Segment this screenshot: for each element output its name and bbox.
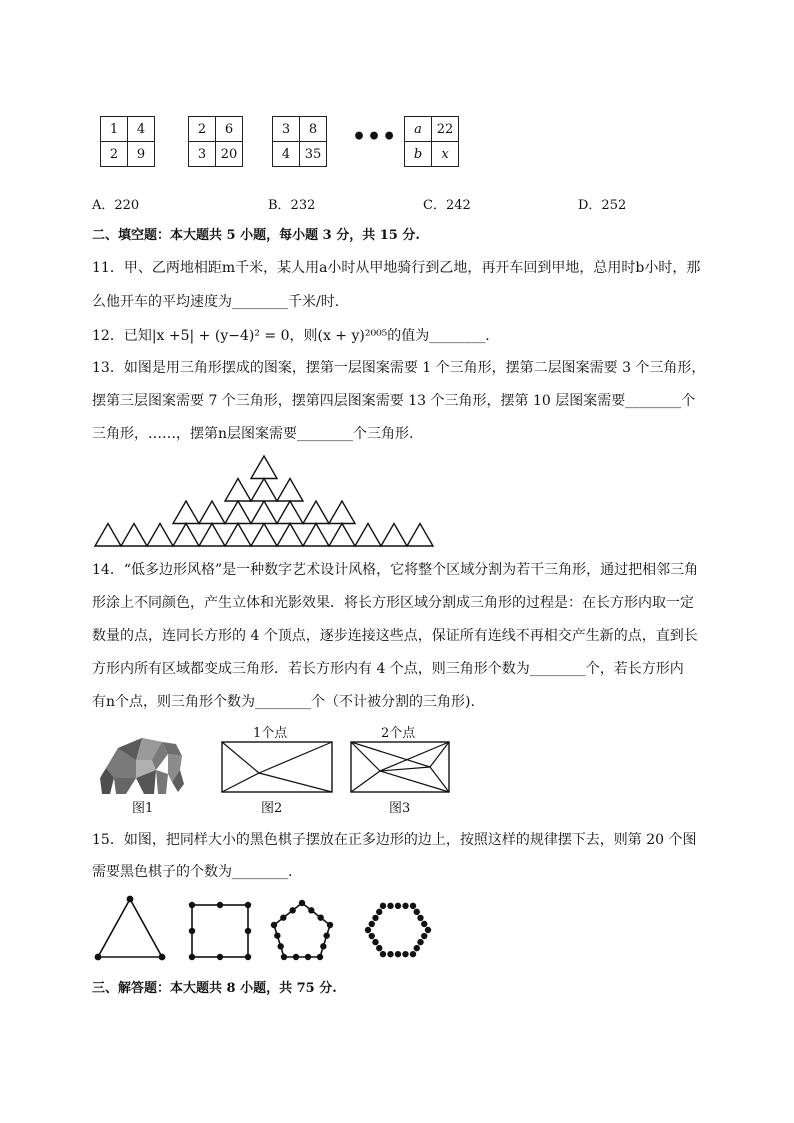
chess-piece [217,954,223,960]
q11-line-2: 么他开车的平均速度为________千米/时. [92,294,340,310]
fig1-caption: 图1 [132,801,154,816]
pattern-triangle [199,501,225,524]
pattern-triangle [251,501,277,524]
chess-piece [274,932,280,938]
chess-piece [293,954,299,960]
grid-cell: 9 [128,142,155,167]
chess-piece [305,954,311,960]
chess-piece [376,909,382,915]
pattern-triangle [147,524,173,547]
q13-line-3: 三角形，……，摆第n层图案需要________个三角形. [92,426,414,442]
chess-piece [317,954,323,960]
chess-piece [189,902,195,908]
chess-piece [421,921,427,927]
chess-piece [425,927,431,933]
pattern-triangle [329,524,355,547]
pattern-triangle [251,479,277,502]
pattern-triangle [199,524,225,547]
chess-piece [245,928,251,934]
chess-piece [410,951,416,957]
chess-piece [271,922,277,928]
chess-polygons-figure [94,893,439,963]
chess-piece [421,933,427,939]
chess-piece [317,914,323,920]
grid-cell: 6 [216,117,243,142]
pattern-triangle [303,524,329,547]
chess-piece [280,914,286,920]
chess-piece [245,954,251,960]
chess-piece [369,921,375,927]
chess-piece [395,951,401,957]
chess-piece [402,903,408,909]
chess-piece [369,933,375,939]
pattern-triangle [277,524,303,547]
grid-cell: 4 [128,117,155,142]
q13-line-2: 摆第三层图案需要 7 个三角形，摆第四层图案需要 13 个三角形，摆第 10 层图案需要________个 [92,393,696,409]
q14-line-1: 14．“低多边形风格”是一种数字艺术设计风格，它将整个区域分割为若干三角形，通过把相邻三角 [92,562,699,578]
chess-piece [417,915,423,921]
grid-cell: 1 [101,117,128,142]
pattern-triangle [407,524,433,547]
pattern-triangle [173,524,199,547]
chess-piece [372,915,378,921]
grid-cell: 20 [216,142,243,167]
pattern-triangle [225,479,251,502]
grid-cell: b [405,142,432,167]
triangle-pattern-figure [94,453,434,548]
grid-cell: 3 [189,142,216,167]
grid-cell: a [405,117,432,142]
pattern-triangle [225,501,251,524]
section-3-title: 三、解答题：本大题共 8 小题，共 75 分. [92,981,337,996]
chess-piece [365,927,371,933]
chess-piece [189,928,195,934]
pattern-triangle [277,479,303,502]
option-b: B．232 [268,198,316,213]
option-c: C．242 [423,198,471,213]
chess-piece [308,907,314,913]
chess-piece [189,954,195,960]
chess-piece [281,954,287,960]
pattern-triangle [303,501,329,524]
q14-line-3: 数量的点，连同长方形的 4 个顶点，逐步连接这些点，保证所有连线不再相交产生新的点，直到长 [92,628,698,644]
q14-line-5: 有n个点，则三角形个数为________个（不计被分割的三角形). [92,694,475,710]
chess-piece [395,903,401,909]
fig3-caption: 图3 [389,801,411,816]
chess-piece [380,903,386,909]
q15-line-1: 15．如图，把同样大小的黑色棋子摆放在正多边形的边上，按照这样的规律摆下去，则第 20 个图 [92,832,697,848]
section-2-title: 二、填空题：本大题共 5 小题，每小题 3 分，共 15 分. [92,228,420,243]
chess-piece [410,903,416,909]
chess-piece [299,900,305,906]
low-poly-elephant-icon [96,730,188,796]
pattern-triangle [95,524,121,547]
chess-piece [327,922,333,928]
chess-piece [414,945,420,951]
grid-cell: 3 [273,117,300,142]
q15-line-2: 需要黑色棋子的个数为________. [92,864,293,880]
option-d: D．252 [578,198,627,213]
chess-piece [323,932,329,938]
ellipsis: ••• [352,124,398,150]
chess-piece [217,902,223,908]
pattern-triangle [329,501,355,524]
chess-piece [320,943,326,949]
q11-line-1: 11．甲、乙两地相距m千米，某人用a小时从甲地骑行到乙地，再开车回到甲地，总用时b小时，那 [92,260,701,276]
q12-line-1: 12．已知|x +5| + (y−4)² = 0，则(x + y)²⁰⁰⁵的值为________. [92,328,490,344]
chess-piece [414,909,420,915]
grid-cell: 22 [432,117,459,142]
grid-cell: 8 [300,117,327,142]
pattern-triangle [225,524,251,547]
pattern-triangle [121,524,147,547]
fig2-caption: 图2 [261,801,283,816]
chess-piece [417,939,423,945]
grid-cell: 4 [273,142,300,167]
chess-piece [277,943,283,949]
q14-line-4: 方形内所有区域都变成三角形．若长方形内有 4 个点，则三角形个数为________个，若长方形内 [92,661,684,677]
chess-piece [245,902,251,908]
fig2-top-label: 1个点 [253,726,288,741]
number-grid-2 [188,116,243,167]
pattern-triangle [381,524,407,547]
grid-cell: x [432,142,459,167]
pattern-triangle [251,456,277,479]
number-grid-1 [100,116,155,167]
grid-cell: 2 [189,117,216,142]
chess-piece [402,951,408,957]
pattern-triangle [251,524,277,547]
chess-piece [387,951,393,957]
chess-piece [387,903,393,909]
pattern-triangle [277,501,303,524]
q13-line-1: 13．如图是用三角形摆成的图案，摆第一层图案需要 1 个三角形，摆第二层图案需要 3 个三角形， [92,360,706,376]
grid-cell: 2 [101,142,128,167]
number-grid-3 [272,116,327,167]
pattern-triangle [355,524,381,547]
chess-piece [376,945,382,951]
chess-piece [380,951,386,957]
grid-cell: 35 [300,142,327,167]
chess-piece [289,907,295,913]
number-grid-4 [404,116,459,167]
fig3-top-label: 2个点 [381,726,416,741]
chess-piece [372,939,378,945]
q14-line-2: 形涂上不同颜色，产生立体和光影效果．将长方形区域分割成三角形的过程是：在长方形内取一定 [92,595,694,611]
pattern-triangle [173,501,199,524]
option-a: A．220 [92,198,140,213]
